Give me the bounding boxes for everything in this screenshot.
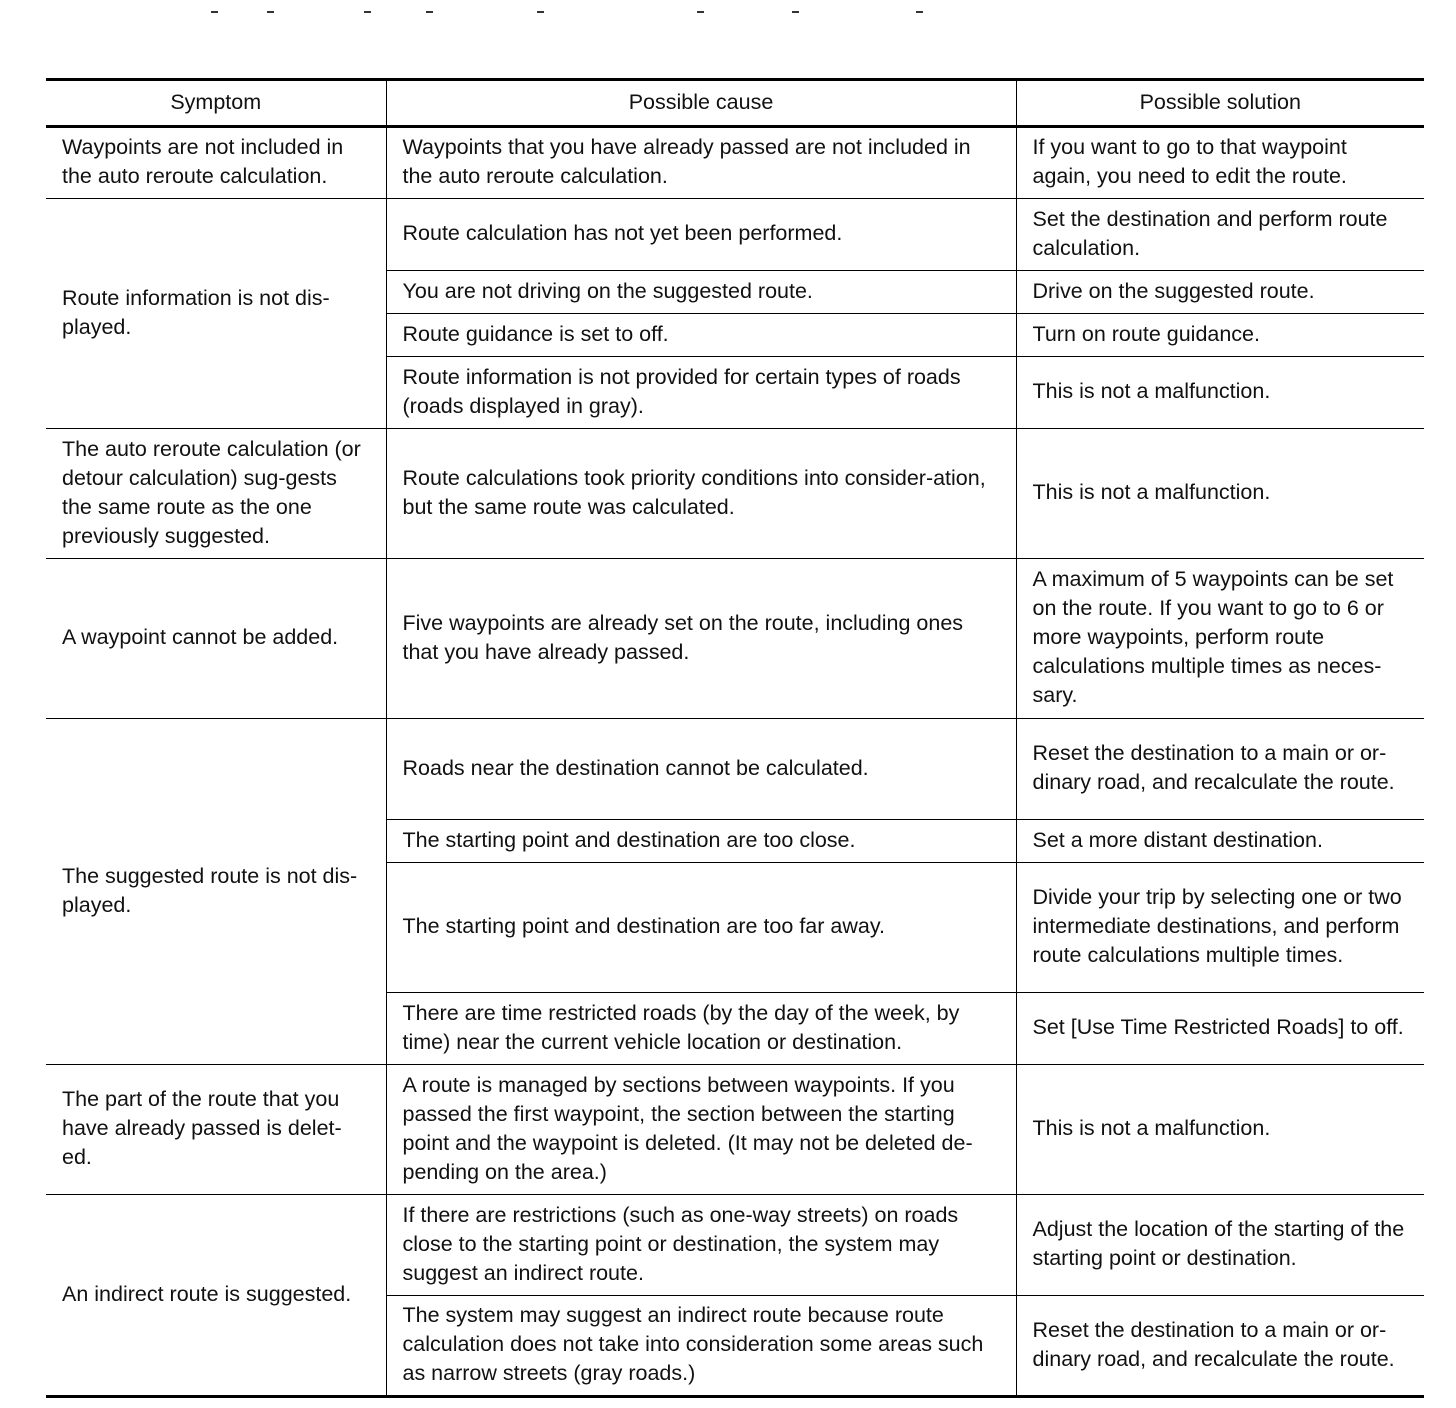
dash-mark: [697, 11, 704, 13]
solution-cell: A maximum of 5 waypoints can be set on the route. If you want to go to 6 or more waypoints, perform route calculations multiple times as neces-sary.: [1016, 559, 1424, 719]
symptom-cell: A waypoint cannot be added.: [46, 559, 386, 719]
solution-cell: Turn on route guidance.: [1016, 314, 1424, 357]
column-header-symptom: Symptom: [46, 80, 386, 127]
cause-cell: A route is managed by sections between waypoints. If you passed the first waypoint, the section between the starting point and the waypoint is deleted. (It may not be deleted de-pending on the area.): [386, 1065, 1016, 1195]
header-dash-marks: [0, 0, 1456, 20]
cause-cell: The system may suggest an indirect route because route calculation does not take into consideration some areas such as narrow streets (gray roads.): [386, 1296, 1016, 1397]
dash-mark: [792, 11, 799, 13]
solution-cell: This is not a malfunction.: [1016, 357, 1424, 429]
column-header-solution: Possible solution: [1016, 80, 1424, 127]
cause-cell: The starting point and destination are too far away.: [386, 863, 1016, 993]
solution-cell: Divide your trip by selecting one or two intermediate destinations, and perform route calculations multiple times.: [1016, 863, 1424, 993]
column-header-cause: Possible cause: [386, 80, 1016, 127]
solution-cell: Set [Use Time Restricted Roads] to off.: [1016, 993, 1424, 1065]
cause-cell: There are time restricted roads (by the day of the week, by time) near the current vehicle location or destination.: [386, 993, 1016, 1065]
table-row: [46, 559, 1424, 719]
symptom-cell: The auto reroute calculation (or detour calculation) sug-gests the same route as the one previously suggested.: [46, 429, 386, 559]
solution-cell: Reset the destination to a main or or-dinary road, and recalculate the route.: [1016, 719, 1424, 820]
table-row: [46, 1195, 1424, 1296]
dash-mark: [537, 11, 544, 13]
cause-cell: Five waypoints are already set on the route, including ones that you have already passed.: [386, 559, 1016, 719]
solution-cell: If you want to go to that waypoint again, you need to edit the route.: [1016, 127, 1424, 199]
solution-cell: This is not a malfunction.: [1016, 429, 1424, 559]
cause-cell: The starting point and destination are too close.: [386, 820, 1016, 863]
dash-mark: [267, 11, 274, 13]
cause-cell: Route guidance is set to off.: [386, 314, 1016, 357]
dash-mark: [364, 11, 371, 13]
dash-mark: [916, 11, 923, 13]
troubleshooting-table: [46, 78, 1424, 1398]
symptom-cell: Waypoints are not included in the auto reroute calculation.: [46, 127, 386, 199]
table-row: [46, 1065, 1424, 1195]
cause-cell: If there are restrictions (such as one-way streets) on roads close to the starting point or destination, the system may suggest an indirect route.: [386, 1195, 1016, 1296]
solution-cell: Adjust the location of the starting of the starting point or destination.: [1016, 1195, 1424, 1296]
solution-cell: Drive on the suggested route.: [1016, 271, 1424, 314]
solution-cell: Set a more distant destination.: [1016, 820, 1424, 863]
dash-mark: [426, 11, 433, 13]
cause-cell: Waypoints that you have already passed are not included in the auto reroute calculation.: [386, 127, 1016, 199]
solution-cell: Set the destination and perform route calculation.: [1016, 199, 1424, 271]
cause-cell: Route information is not provided for certain types of roads (roads displayed in gray).: [386, 357, 1016, 429]
solution-cell: This is not a malfunction.: [1016, 1065, 1424, 1195]
dash-mark: [211, 11, 218, 13]
cause-cell: Roads near the destination cannot be calculated.: [386, 719, 1016, 820]
table-row: [46, 429, 1424, 559]
symptom-cell: The part of the route that you have already passed is delet-ed.: [46, 1065, 386, 1195]
solution-cell: Reset the destination to a main or or-dinary road, and recalculate the route.: [1016, 1296, 1424, 1397]
table-row: [46, 719, 1424, 820]
cause-cell: Route calculations took priority conditions into consider-ation, but the same route was calculated.: [386, 429, 1016, 559]
symptom-cell: Route information is not dis-played.: [46, 199, 386, 429]
table-row: [46, 127, 1424, 199]
symptom-cell: The suggested route is not dis-played.: [46, 719, 386, 1065]
cause-cell: Route calculation has not yet been performed.: [386, 199, 1016, 271]
header-row: [46, 80, 1424, 127]
symptom-cell: An indirect route is suggested.: [46, 1195, 386, 1397]
table-row: [46, 199, 1424, 271]
cause-cell: You are not driving on the suggested route.: [386, 271, 1016, 314]
